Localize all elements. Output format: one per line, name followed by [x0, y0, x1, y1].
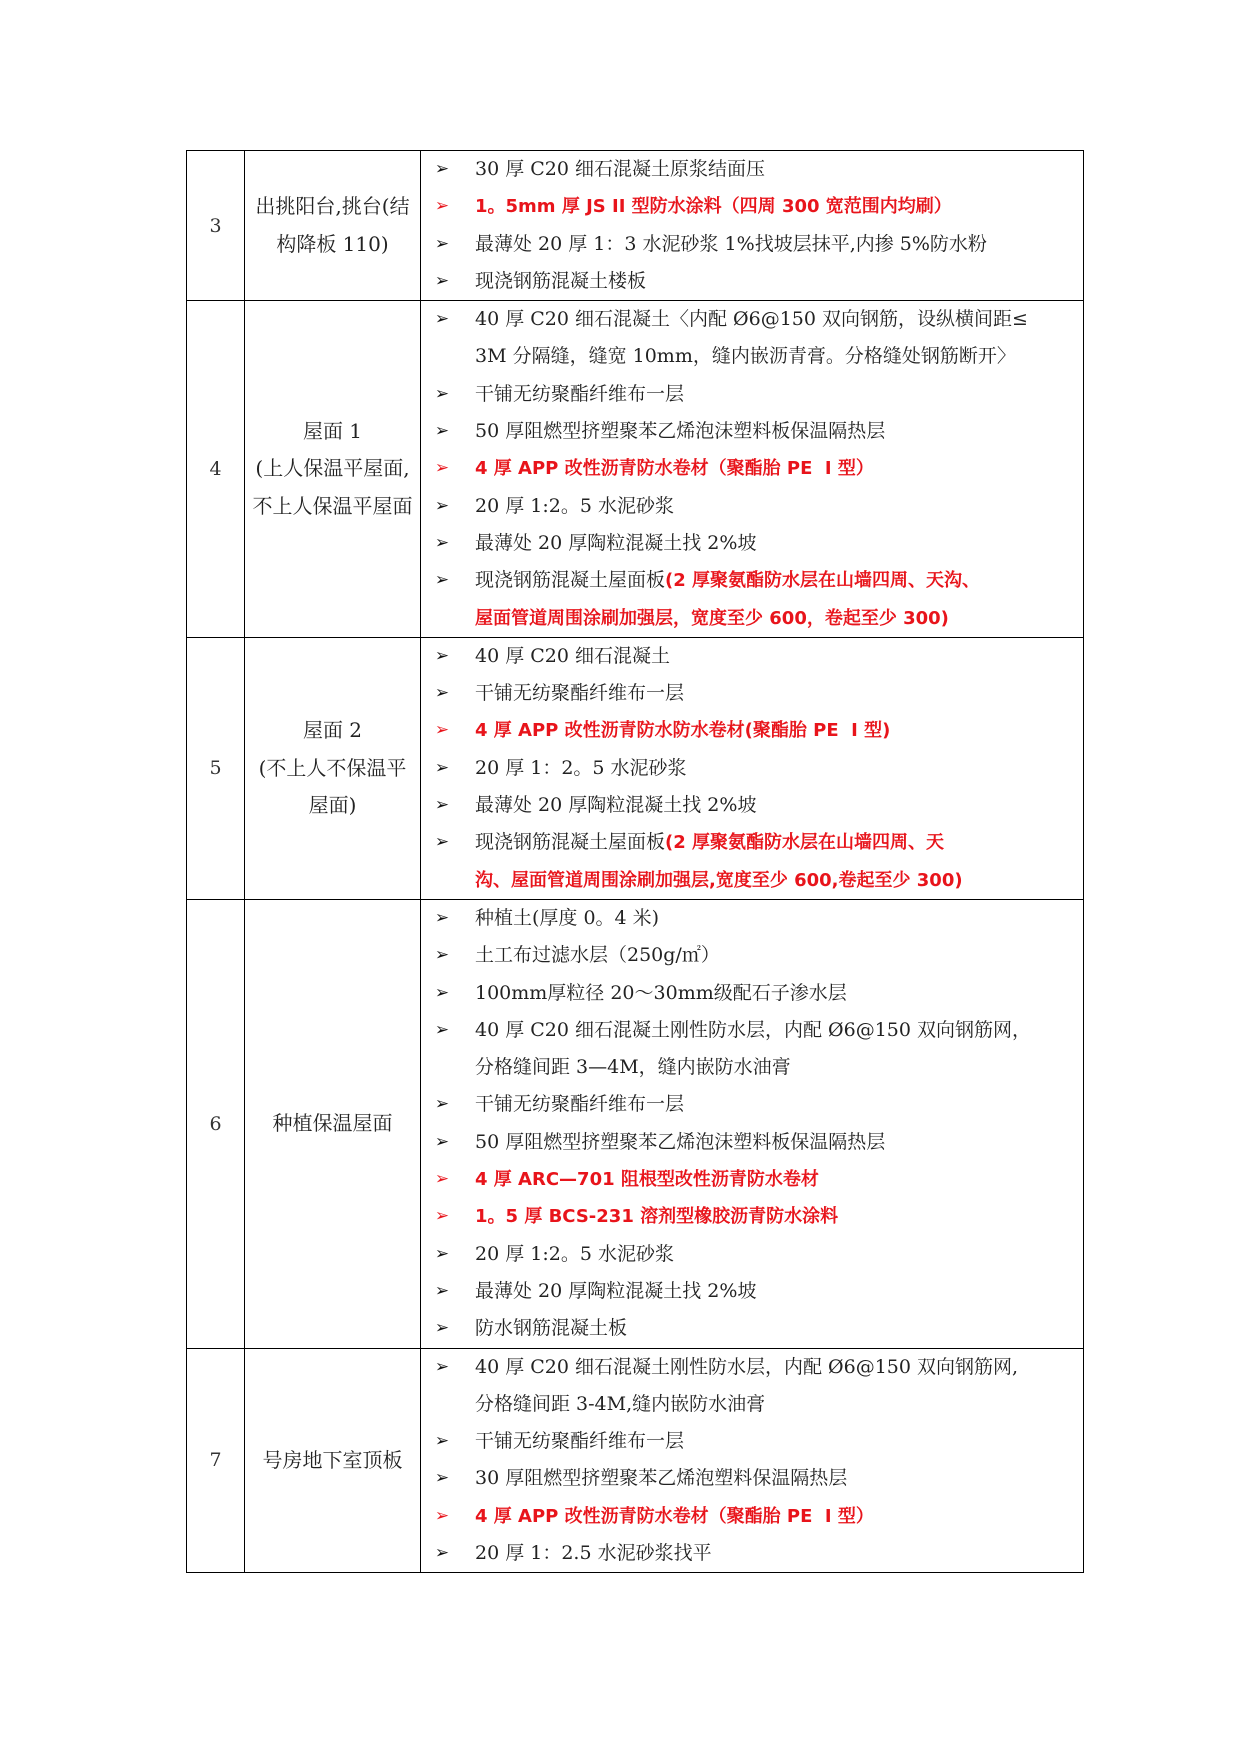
list-item [421, 450, 1083, 487]
part-name-cell [245, 899, 421, 1348]
list-item [421, 638, 1083, 675]
layer-text: 4 厚 ARC—701 阻根型改性沥青防水卷材 [475, 1169, 819, 1191]
layer-list [421, 151, 1083, 300]
part-name-line: 构降板 110) [276, 231, 389, 256]
layer-text-continuation: 分格缝间距 3-4M,缝内嵌防水油膏 [475, 1392, 766, 1415]
arrowhead-bullet-icon: ➢ [434, 1318, 450, 1339]
part-name-line: 屋面 2 [302, 718, 363, 743]
table-row [187, 637, 1084, 899]
table-row [187, 301, 1084, 638]
list-item [421, 900, 1083, 937]
list-item [421, 376, 1083, 413]
layer-text: 干铺无纺聚酯纤维布一层 [475, 1430, 685, 1453]
list-item [421, 824, 1083, 899]
arrowhead-bullet-icon: ➢ [434, 495, 450, 516]
arrowhead-bullet-icon: ➢ [434, 196, 450, 217]
layer-text: 20 厚 1：2。5 水泥砂浆 [475, 756, 687, 779]
list-item [421, 1012, 1083, 1087]
layer-text: 1。5 厚 BCS-231 溶剂型橡胶沥青防水涂料 [475, 1206, 839, 1228]
arrowhead-bullet-icon: ➢ [434, 1206, 450, 1227]
arrowhead-bullet-icon: ➢ [434, 1169, 450, 1190]
layer-text: 最薄处 20 厚陶粒混凝土找 2%坡 [475, 1279, 757, 1302]
layer-text: 100mm厚粒径 20～30mm级配石子渗水层 [475, 981, 847, 1004]
arrowhead-bullet-icon: ➢ [434, 683, 450, 704]
part-name-line: 屋面 1 [302, 419, 363, 444]
arrowhead-bullet-icon: ➢ [434, 1468, 450, 1489]
arrowhead-bullet-icon: ➢ [434, 832, 450, 853]
list-item [421, 1086, 1083, 1123]
arrowhead-bullet-icon: ➢ [434, 1431, 450, 1452]
layer-highlight-text: (2 厚聚氨酯防水层在山墙四周、天 [665, 832, 945, 854]
list-item [421, 151, 1083, 188]
arrowhead-bullet-icon: ➢ [434, 270, 450, 291]
arrowhead-bullet-icon: ➢ [434, 458, 450, 479]
layer-text: 40 厚 C20 细石混凝土 [475, 644, 671, 667]
layer-text: 干铺无纺聚酯纤维布一层 [475, 682, 685, 705]
list-item [421, 226, 1083, 263]
row-number: 4 [187, 301, 245, 638]
arrowhead-bullet-icon: ➢ [434, 309, 450, 330]
layer-text: 30 厚 C20 细石混凝土原浆结面压 [475, 158, 766, 180]
list-item [421, 937, 1083, 974]
list-item [421, 188, 1083, 225]
layer-list [421, 301, 1083, 637]
row-number: 6 [187, 899, 245, 1348]
layer-text: 最薄处 20 厚陶粒混凝土找 2%坡 [475, 794, 757, 817]
arrowhead-bullet-icon: ➢ [434, 645, 450, 666]
list-item [421, 1236, 1083, 1273]
layer-text-continuation: 屋面管道周围涂刷加强层，宽度至少 600，卷起至少 300) [475, 607, 949, 629]
part-name-line: (上人保温平屋面, [255, 456, 410, 481]
table-body [187, 151, 1084, 1573]
arrowhead-bullet-icon: ➢ [434, 982, 450, 1003]
arrowhead-bullet-icon: ➢ [434, 1094, 450, 1115]
arrowhead-bullet-icon: ➢ [434, 1280, 450, 1301]
table-row [187, 151, 1084, 301]
layers-cell [421, 1348, 1084, 1573]
part-name-cell [245, 1348, 421, 1573]
list-item [421, 1310, 1083, 1347]
list-item [421, 1535, 1083, 1572]
layer-list [421, 1349, 1083, 1573]
list-item [421, 301, 1083, 376]
list-item [421, 488, 1083, 525]
layer-text: 20 厚 1:2。5 水泥砂浆 [475, 494, 674, 517]
list-item [421, 1161, 1083, 1198]
layer-text: 40 厚 C20 细石混凝土刚性防水层，内配 Ø6@150 双向钢筋网, [475, 1355, 1019, 1378]
list-item [421, 562, 1083, 637]
row-number: 5 [187, 637, 245, 899]
layer-text-continuation: 分格缝间距 3—4M，缝内嵌防水油膏 [475, 1056, 791, 1079]
layer-text: 20 厚 1：2.5 水泥砂浆找平 [475, 1541, 712, 1564]
part-name-line: (不上人不保温平 [258, 755, 407, 780]
arrowhead-bullet-icon: ➢ [434, 532, 450, 553]
arrowhead-bullet-icon: ➢ [434, 1243, 450, 1264]
layer-text: 30 厚阻燃型挤塑聚苯乙烯泡塑料保温隔热层 [475, 1467, 848, 1490]
arrowhead-bullet-icon: ➢ [434, 795, 450, 816]
layer-text: 现浇钢筋混凝土屋面板 [475, 831, 666, 854]
list-item [421, 750, 1083, 787]
arrowhead-bullet-icon: ➢ [434, 720, 450, 741]
list-item [421, 1498, 1083, 1535]
row-number: 7 [187, 1348, 245, 1573]
layer-text: 50 厚阻燃型挤塑聚苯乙烯泡沫塑料板保温隔热层 [475, 420, 886, 443]
layer-text: 4 厚 APP 改性沥青防水卷材（聚酯胎 PE I 型） [475, 1505, 874, 1527]
table-row [187, 1348, 1084, 1573]
list-item [421, 263, 1083, 300]
layer-text-continuation: 沟、屋面管道周围涂刷加强层,宽度至少 600,卷起至少 300) [475, 869, 963, 891]
arrowhead-bullet-icon: ➢ [434, 159, 450, 179]
arrowhead-bullet-icon: ➢ [434, 907, 450, 928]
arrowhead-bullet-icon: ➢ [434, 1356, 450, 1377]
list-item [421, 1349, 1083, 1424]
layer-text: 现浇钢筋混凝土屋面板 [475, 569, 666, 592]
part-name-line: 屋面) [308, 793, 357, 818]
layer-list [421, 900, 1083, 1348]
arrowhead-bullet-icon: ➢ [434, 421, 450, 442]
part-name-line: 不上人保温平屋面 [252, 493, 413, 518]
part-name-line: 号房地下室顶板 [262, 1447, 403, 1472]
arrowhead-bullet-icon: ➢ [434, 1019, 450, 1040]
arrowhead-bullet-icon: ➢ [434, 945, 450, 966]
arrowhead-bullet-icon: ➢ [434, 570, 450, 591]
layers-cell [421, 301, 1084, 638]
part-name-line: 出挑阳台,挑台(结 [255, 194, 410, 219]
construction-layers-table [186, 150, 1084, 1573]
list-item [421, 975, 1083, 1012]
part-name-cell [245, 151, 421, 301]
arrowhead-bullet-icon: ➢ [434, 1131, 450, 1152]
layer-text: 4 厚 APP 改性沥青防水卷材（聚酯胎 PE I 型） [475, 458, 874, 480]
list-item [421, 787, 1083, 824]
layer-text: 土工布过滤水层（250g/㎡） [475, 944, 720, 967]
layer-text: 40 厚 C20 细石混凝土刚性防水层，内配 Ø6@150 双向钢筋网， [475, 1018, 1032, 1041]
layers-cell [421, 637, 1084, 899]
layer-text: 40 厚 C20 细石混凝土〈内配 Ø6@150 双向钢筋，设纵横间距≤ [475, 308, 1028, 331]
list-item [421, 413, 1083, 450]
layer-text: 干铺无纺聚酯纤维布一层 [475, 382, 685, 405]
list-item [421, 675, 1083, 712]
layers-cell [421, 151, 1084, 301]
row-number: 3 [187, 151, 245, 301]
part-name-cell [245, 637, 421, 899]
layer-text: 现浇钢筋混凝土楼板 [475, 269, 647, 292]
arrowhead-bullet-icon: ➢ [434, 1505, 450, 1526]
layer-text: 50 厚阻燃型挤塑聚苯乙烯泡沫塑料板保温隔热层 [475, 1130, 886, 1153]
layer-highlight-text: (2 厚聚氨酯防水层在山墙四周、天沟、 [665, 570, 981, 592]
layer-text: 种植土(厚度 0。4 米) [475, 906, 660, 929]
part-name-line: 种植保温屋面 [272, 1111, 393, 1136]
layer-text: 最薄处 20 厚陶粒混凝土找 2%坡 [475, 531, 757, 554]
layer-text: 1。5mm 厚 JS II 型防水涂料（四周 300 宽范围内均刷） [475, 196, 952, 218]
table-row [187, 899, 1084, 1348]
list-item [421, 712, 1083, 749]
arrowhead-bullet-icon: ➢ [434, 233, 450, 254]
list-item [421, 1423, 1083, 1460]
list-item [421, 1124, 1083, 1161]
layer-text: 4 厚 APP 改性沥青防水防水卷材(聚酯胎 PE I 型) [475, 720, 891, 742]
layer-text: 干铺无纺聚酯纤维布一层 [475, 1093, 685, 1116]
layers-cell [421, 899, 1084, 1348]
layer-text: 20 厚 1:2。5 水泥砂浆 [475, 1242, 674, 1265]
arrowhead-bullet-icon: ➢ [434, 757, 450, 778]
layer-list [421, 638, 1083, 899]
list-item [421, 1460, 1083, 1497]
arrowhead-bullet-icon: ➢ [434, 1542, 450, 1563]
arrowhead-bullet-icon: ➢ [434, 383, 450, 404]
list-item [421, 1198, 1083, 1235]
layer-text: 防水钢筋混凝土板 [475, 1317, 628, 1340]
layer-text-continuation: 3M 分隔缝，缝宽 10mm，缝内嵌沥青膏。分格缝处钢筋断开〉 [475, 345, 1016, 368]
layer-text: 最薄处 20 厚 1：3 水泥砂浆 1%找坡层抹平,内掺 5%防水粉 [475, 232, 987, 255]
list-item [421, 1273, 1083, 1310]
part-name-cell [245, 301, 421, 638]
list-item [421, 525, 1083, 562]
